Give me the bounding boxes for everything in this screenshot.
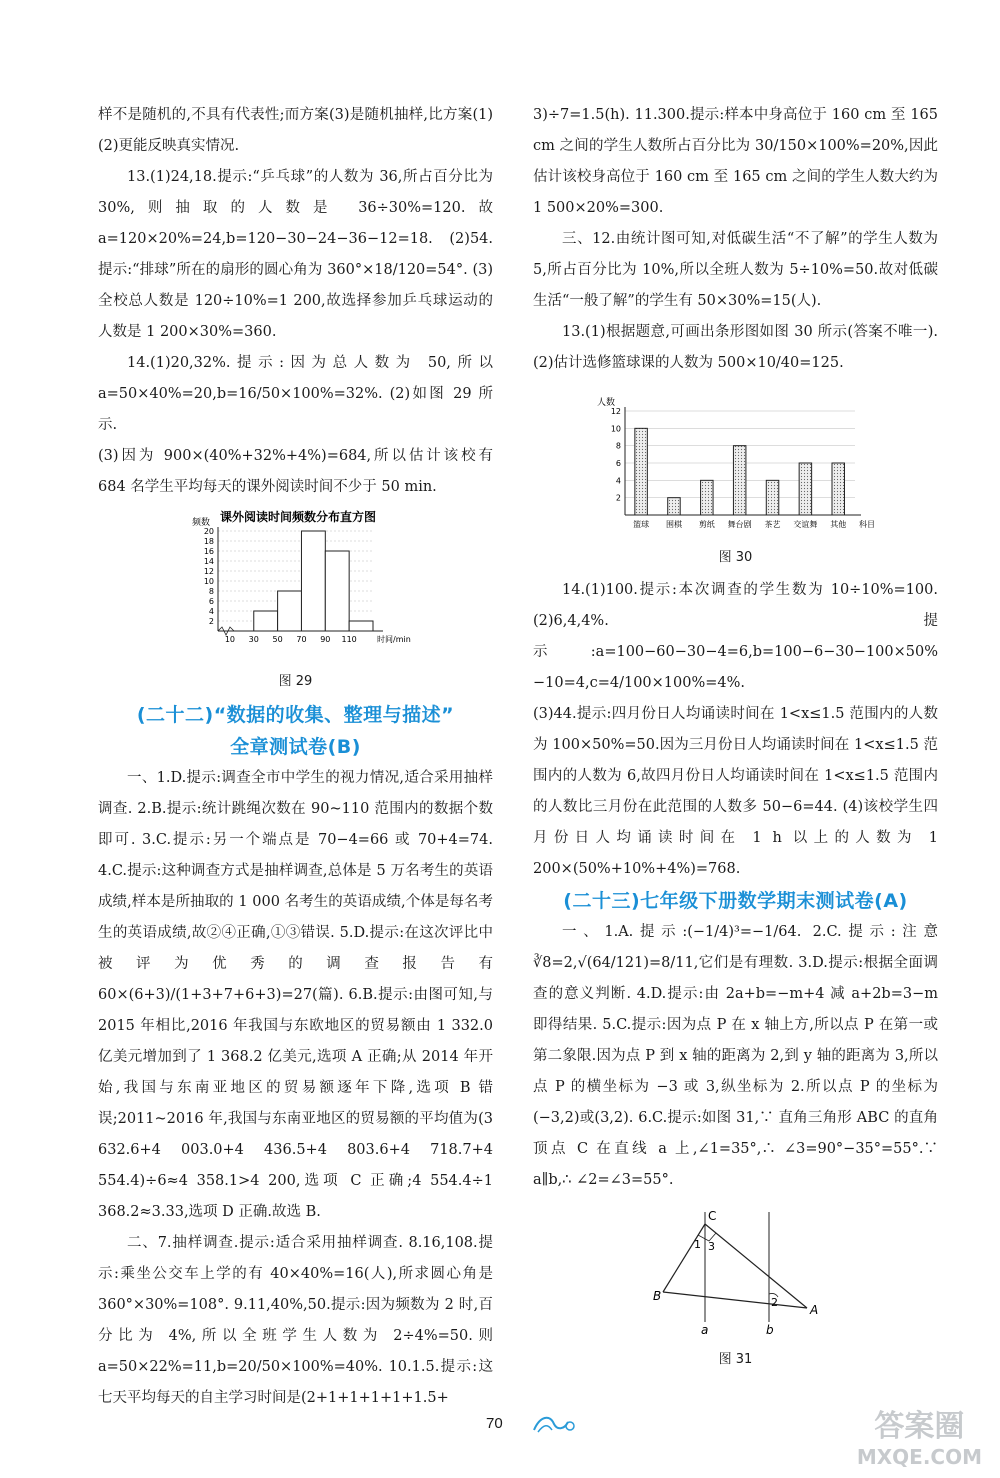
page-number: 70 (486, 1415, 503, 1432)
y-axis-label: 人数 (597, 398, 616, 408)
paragraph: 样不是随机的,不具有代表性;而方案(3)是随机抽样,比方案(1)(2)更能反映真实情况. (98, 107, 493, 154)
x-tick-label: 30 (248, 635, 259, 644)
side-ab (663, 1292, 807, 1308)
paragraph: (3)44.提示:四月份日人均诵读时间在 1<x≤1.5 范围内的人数为 100×50%=50.因为三月份日人均诵读时间在 1<x≤1.5 范围内的人数为 6,故四月份日人均诵读时间在 1<x≤1.5 范围内的人数比三月份在此范围的人数多 50−6=44. (4)该校学生四月份日人均诵读时间在 1 h 以上的人数为 1 200×(50%+10%+4%)=768. (533, 706, 938, 877)
figure-caption: 图 31 (718, 1352, 753, 1367)
figure-caption: 图 29 (278, 674, 313, 689)
y-tick-label: 4 (208, 607, 214, 616)
x-axis-label: 科目 (859, 520, 875, 529)
paragraph: (3)因为 900×(40%+32%+4%)=684,所以估计该校有 684 名学生平均每天的课外阅读时间不少于 50 min. (98, 448, 493, 495)
paragraph: 13.(1)24,18.提示:“乒乓球”的人数为 36,所占百分比为 30%,则抽取的人数是 36÷30%=120.故 a=120×20%=24,b=120−30−24−36−12=18. (2)54.提示:“排球”所在的扇形的圆心角为 360°×18/120=54°. (3)全校总人数是 120÷10%=1 200,故选择参加乒乓球运动的人数是 1 200×30%=360. (98, 169, 493, 340)
bar (668, 498, 680, 515)
x-tick-label: 篮球 (633, 520, 650, 529)
right-column (533, 100, 938, 1377)
histogram-bar (349, 621, 373, 631)
bar (701, 480, 713, 515)
y-axis-label: 频数 (192, 518, 211, 528)
x-tick-label: 10 (224, 635, 236, 644)
left-column (98, 100, 493, 1414)
bar-chart (533, 385, 938, 535)
y-tick-label: 12 (610, 407, 621, 416)
histogram-chart (98, 509, 493, 659)
label-line-b: b (766, 1323, 774, 1337)
bar (733, 446, 745, 515)
x-tick-label: 90 (320, 635, 331, 644)
y-tick-label: 20 (203, 527, 214, 536)
figure-30 (533, 385, 938, 569)
geometry-diagram (533, 1202, 938, 1337)
label-a-vertex: A (810, 1303, 819, 1317)
y-tick-label: 12 (203, 567, 214, 576)
y-tick-label: 14 (203, 557, 214, 566)
side-bc (663, 1224, 705, 1292)
y-tick-label: 6 (615, 459, 621, 468)
paragraph: 三、12.由统计图可知,对低碳生活“不了解”的学生人数为 5,所占百分比为 10%,所以全班人数为 5÷10%=50.故对低碳生活“一般了解”的学生有 50×30%=15(人). (533, 231, 938, 309)
histogram-bar (325, 551, 349, 631)
y-tick-label: 6 (208, 597, 214, 606)
paragraph: 一、1.A.提示:(−1/4)³=−1/64. 2.C.提示:注意∛8=2,√(64/121)=8/11,它们是有理数. 3.D.提示:根据全面调查的意义判断. 4.D.提示:由 2a+b=−m+4 减 a+2b=3−m 即得结果. 5.C.提示:因为点 P 在 x 轴上方,所以点 P 在第一或第二象限.因为点 P 到 x 轴的距离为 2,到 y 轴的距离为 3,所以点 P 的横坐标为 −3 或 3,纵坐标为 2.所以点 P 的坐标为(−3,2)或(3,2). 6.C.提示:如图 31,∵ 直角三角形 ABC 的直角顶点 C 在直线 a 上,∠1=35°,∴ ∠3=90°−35°=55°.∵ a∥b,∴ ∠2=∠3=55°. (533, 924, 938, 1188)
x-tick-label: 50 (272, 635, 283, 644)
figure-caption: 图 30 (718, 550, 753, 565)
figure-31 (533, 1202, 938, 1371)
paragraph: 一、1.D.提示:调查全市中学生的视力情况,适合采用抽样调查. 2.B.提示:统计跳绳次数在 90~110 范围内的数据个数即可. 3.C.提示:另一个端点是 70−4=66 或 70+4=74. 4.C.提示:这种调查方式是抽样调查,总体是 5 万名考生的英语成绩,样本是所抽取的 1 000 名考生的英语成绩,个体是每名考生的英语成绩,故②④正确,①③错误. 5.D.提示:在这次评比中被评为优秀的调查报告有 60×(6+3)/(1+3+7+6+3)=27(篇). 6.B.提示:由图可知,与 2015 年相比,2016 年我国与东欧地区的贸易额由 1 332.0 亿美元增加到了 1 368.2 亿美元,选项 A 正确;从 2014 年开始,我国与东南亚地区的贸易额逐年下降,选项 B 错误;2011~2016 年,我国与东南亚地区的贸易额的平均值为(3 632.6+4 003.0+4 436.5+4 803.6+4 718.7+4 554.4)÷6≈4 358.1>4 200,选项 C 正确;4 554.4÷1 368.2≈3.33,选项 D 正确.故选 B. (98, 770, 493, 1220)
x-tick-label: 剪纸 (698, 520, 715, 529)
section-heading: 全章测试卷(B) (230, 736, 361, 758)
y-tick-label: 10 (203, 577, 214, 586)
paragraph: 14.(1)100.提示:本次调查的学生数为 10÷10%=100. (2)6,4,4%.提示:a=100−60−30−4=6,b=100−6−30−100×50%−10=4,c=4/100×100%=4%. (533, 582, 938, 691)
watermark-url: MXQE.COM (856, 1445, 982, 1469)
y-tick-label: 16 (203, 547, 214, 556)
histogram-bar (278, 591, 302, 631)
bar (832, 463, 844, 515)
x-tick-label: 茶艺 (764, 520, 781, 529)
y-tick-label: 18 (203, 537, 214, 546)
x-tick-label: 围棋 (665, 520, 682, 529)
paragraph: 3)÷7=1.5(h). 11.300.提示:样本中身高位于 160 cm 至 165 cm 之间的学生人数所占百分比为 30/150×100%=20%,因此估计该校身高位于 160 cm 至 165 cm 之间的学生人数大约为 1 500×20%=300. (533, 107, 938, 216)
publisher-logo-icon (530, 1410, 576, 1436)
y-tick-label: 8 (208, 587, 214, 596)
section-heading: (二十三)七年级下册数学期末测试卷(A) (563, 890, 908, 912)
figure-29 (98, 509, 493, 693)
bar (799, 463, 811, 515)
x-tick-label: 舞台剧 (727, 520, 752, 529)
label-b-vertex: B (653, 1289, 662, 1303)
x-tick-label: 110 (341, 635, 357, 644)
label-2: 2 (771, 1296, 778, 1309)
side-ca (705, 1224, 807, 1308)
x-tick-label: 其他 (830, 520, 847, 529)
histogram-bar (301, 531, 325, 631)
label-1: 1 (694, 1238, 701, 1251)
watermark (856, 1409, 982, 1472)
y-tick-label: 8 (615, 441, 621, 451)
y-tick-label: 2 (208, 617, 214, 626)
bar (635, 428, 647, 515)
paragraph: 13.(1)根据题意,可画出条形图如图 30 所示(答案不唯一). (2)估计选修篮球课的人数为 500×10/40=125. (533, 324, 938, 371)
x-tick-label: 70 (296, 635, 307, 644)
label-line-a: a (701, 1323, 709, 1337)
x-tick-label: 交谊舞 (793, 520, 818, 529)
chart-title: 课外阅读时间频数分布直方图 (219, 510, 377, 524)
y-tick-label: 2 (615, 493, 621, 503)
histogram-bar (254, 611, 278, 631)
section-heading: (二十二)“数据的收集、整理与描述” (136, 704, 455, 726)
label-3: 3 (708, 1240, 715, 1253)
watermark-title: 答案圈 (874, 1409, 965, 1444)
bar (766, 480, 778, 515)
label-c: C (708, 1209, 717, 1223)
y-tick-label: 4 (615, 476, 621, 486)
paragraph: 14.(1)20,32%.提示:因为总人数为 50,所以 a=50×40%=20,b=16/50×100%=32%. (2)如图 29 所示. (98, 355, 493, 433)
y-tick-label: 10 (610, 424, 621, 434)
paragraph: 二、7.抽样调查.提示:适合采用抽样调查. 8.16,108.提示:乘坐公交车上学的有 40×40%=16(人),所求圆心角是 360°×30%=108°. 9.11,40%,50.提示:因为频数为 2 时,百分比为 4%,所以全班学生人数为 2÷4%=50.则 a=50×22%=11,b=20/50×100%=40%. 10.1.5.提示:这七天平均每天的自主学习时间是(2+1+1+1+1+1.5+ (98, 1235, 493, 1406)
x-axis-label: 时间/min (377, 635, 411, 644)
